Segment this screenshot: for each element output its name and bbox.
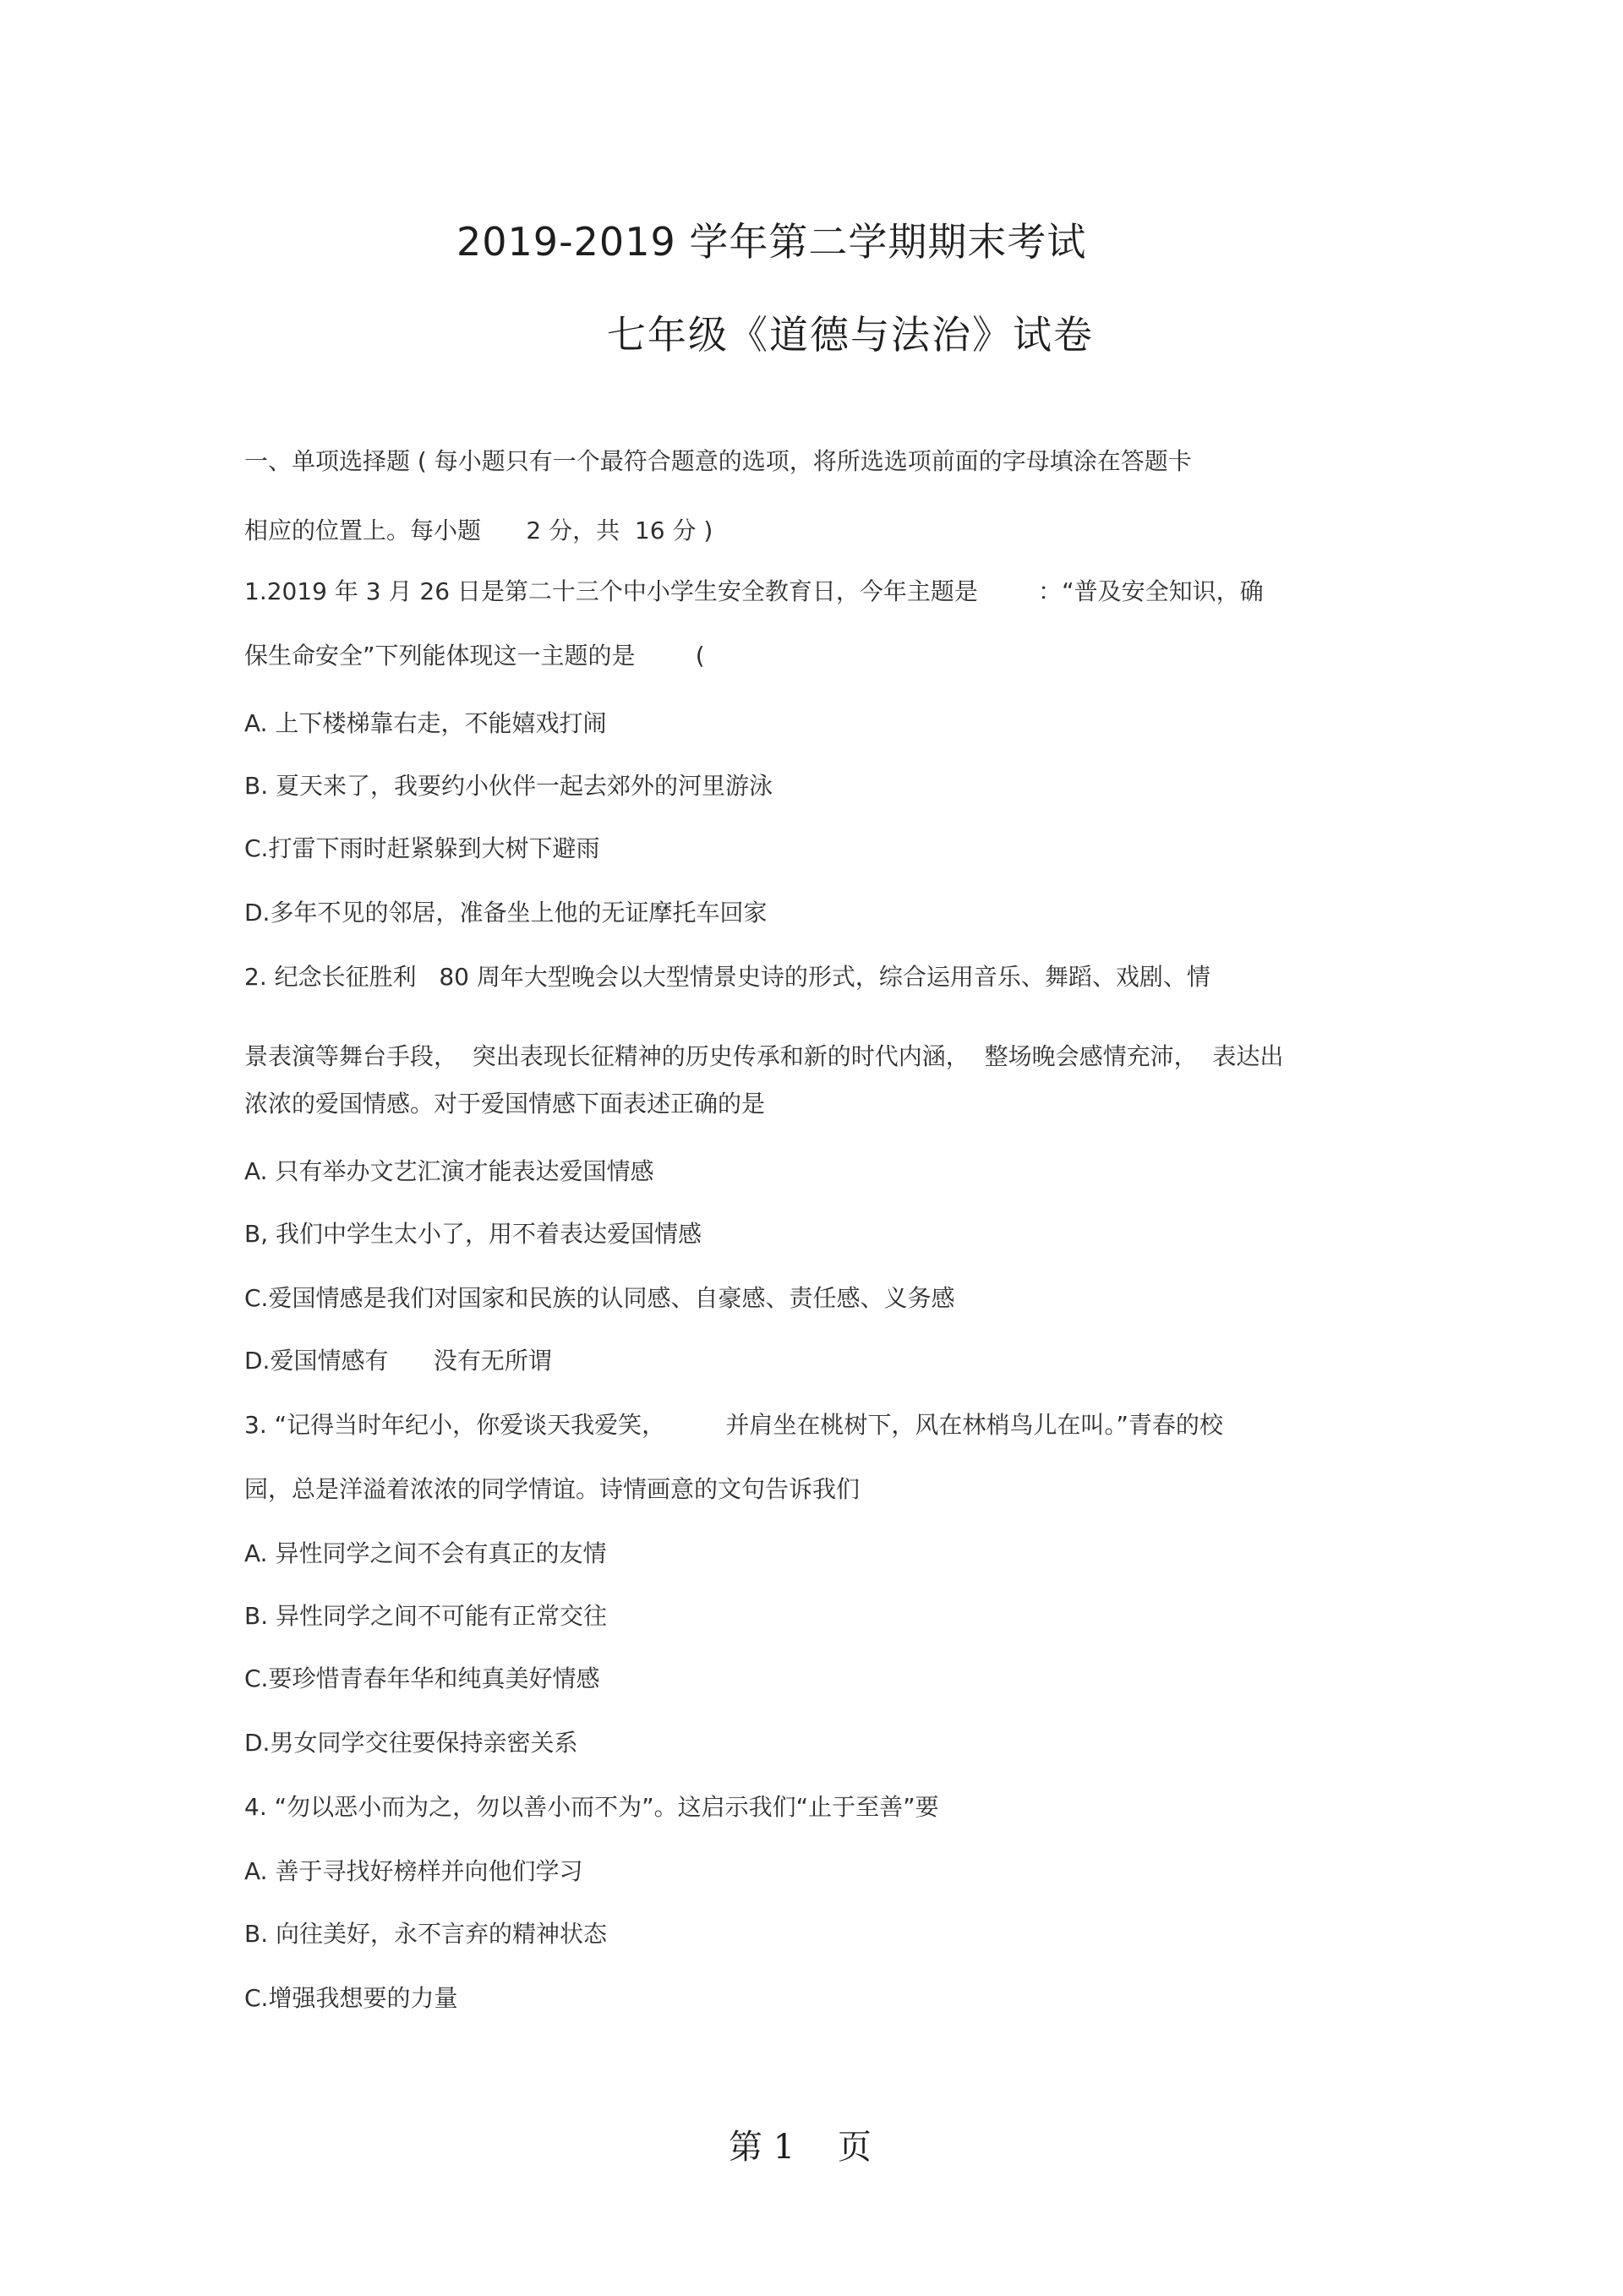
question-4-option-b: B. 向往美好，永不言弃的精神状态 xyxy=(244,1920,608,1948)
question-3-stem: 3. “记得当时年纪小，你爱谈天我爱笑， 并肩坐在桃树下，风在林梢鸟儿在叫。”青春的校 xyxy=(244,1411,1223,1439)
question-2-option-a: A. 只有举办文艺汇演才能表达爱国情感 xyxy=(244,1157,654,1185)
question-1-stem: 1.2019 年 3 月 26 日是第二十三个中小学生安全教育日，今年主题是 ：“普及安全知识，确 xyxy=(244,577,1264,605)
question-4-option-c: C.增强我想要的力量 xyxy=(244,1984,458,2012)
question-1-option-b: B. 夏天来了，我要约小伙伴一起去郊外的河里游泳 xyxy=(244,772,773,800)
question-4-option-a: A. 善于寻找好榜样并向他们学习 xyxy=(244,1857,583,1885)
exam-title: 2019-2019 学年第二学期期末考试 xyxy=(456,219,1087,265)
question-3-option-a: A. 异性同学之间不会有真正的友情 xyxy=(244,1539,607,1567)
question-4-stem: 4. “勿以恶小而为之，勿以善小而不为”。这启示我们“止于至善”要 xyxy=(244,1793,939,1821)
question-1-option-a: A. 上下楼梯靠右走，不能嬉戏打闹 xyxy=(244,709,607,737)
question-2-option-b: B, 我们中学生太小了，用不着表达爱国情感 xyxy=(244,1220,702,1248)
question-2-stem-cont: 浓浓的爱国情感。对于爱国情感下面表述正确的是 xyxy=(244,1090,766,1118)
question-1-option-c: C.打雷下雨时赶紧躲到大树下避雨 xyxy=(244,834,600,862)
question-2-stem: 2. 纪念长征胜利 80 周年大型晚会以大型情景史诗的形式，综合运用音乐、舞蹈、戏剧、情 xyxy=(244,963,1210,991)
section-heading: 一、单项选择题 ( 每小题只有一个最符合题意的选项，将所选选项前面的字母填涂在答题卡 xyxy=(244,447,1192,475)
question-1-option-d: D.多年不见的邻居，准备坐上他的无证摩托车回家 xyxy=(244,899,768,927)
question-1-stem-cont: 保生命安全”下列能体现这一主题的是 ( xyxy=(244,642,705,670)
section-heading-cont: 相应的位置上。每小题 2 分，共 16 分 ) xyxy=(244,517,713,544)
exam-subtitle: 七年级《道德与法治》试卷 xyxy=(607,312,1094,358)
question-2-stem-cont: 景表演等舞台手段， 突出表现长征精神的历史传承和新的时代内涵， 整场晚会感情充沛， 表达出 xyxy=(244,1042,1284,1070)
question-3-stem-cont: 园，总是洋溢着浓浓的同学情谊。诗情画意的文句告诉我们 xyxy=(244,1475,861,1503)
question-2-option-d: D.爱国情感有 没有无所谓 xyxy=(244,1347,552,1375)
question-3-option-b: B. 异性同学之间不可能有正常交往 xyxy=(244,1602,608,1630)
question-3-option-d: D.男女同学交往要保持亲密关系 xyxy=(244,1729,578,1757)
page-number: 第 1 页 xyxy=(729,2128,872,2167)
question-3-option-c: C.要珍惜青春年华和纯真美好情感 xyxy=(244,1665,600,1692)
question-2-option-c: C.爱国情感是我们对国家和民族的认同感、自豪感、责任感、义务感 xyxy=(244,1284,955,1312)
